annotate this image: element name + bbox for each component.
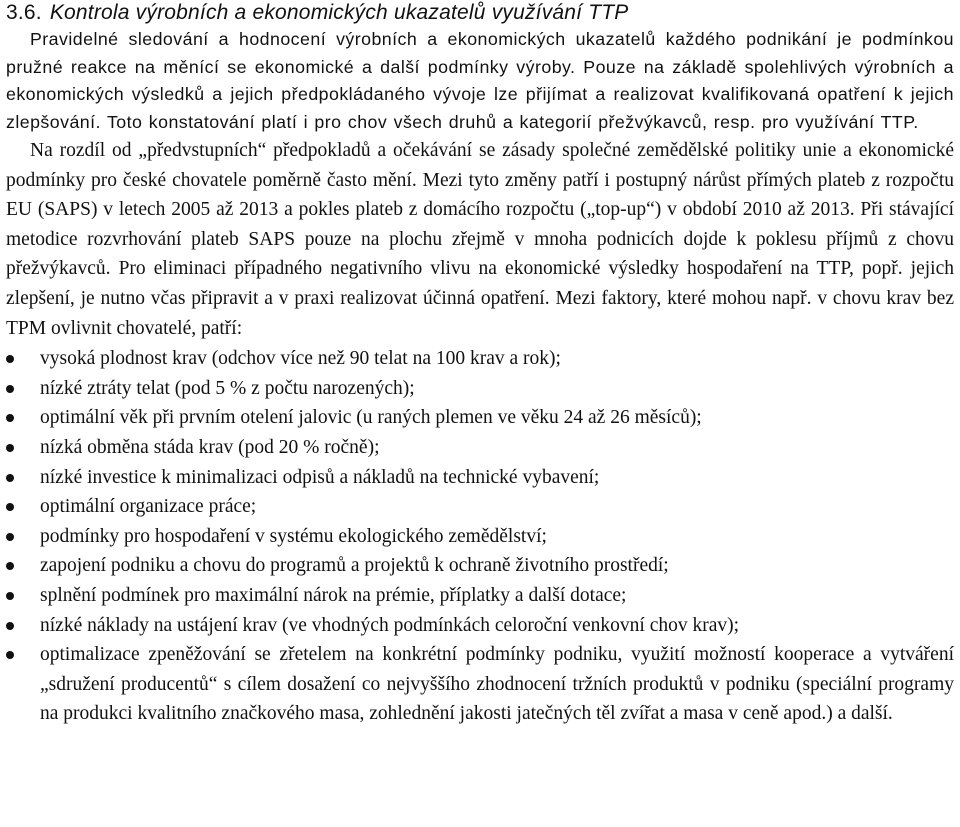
list-item: splnění podmínek pro maximální nárok na prémie, příplatky a další dotace; [6, 581, 954, 611]
bullet-icon [6, 622, 14, 630]
list-item: nízká obměna stáda krav (pod 20 % ročně); [6, 433, 954, 463]
list-item: zapojení podniku a chovu do programů a projektů k ochraně životního prostředí; [6, 551, 954, 581]
bullet-icon [6, 562, 14, 570]
list-item: optimální věk při prvním otelení jalovic (u raných plemen ve věku 24 až 26 měsíců); [6, 403, 954, 433]
bullet-icon [6, 474, 14, 482]
list-item: nízké investice k minimalizaci odpisů a nákladů na technické vybavení; [6, 463, 954, 493]
section-title: Kontrola výrobních a ekonomických ukazatelů využívání TTP [49, 1, 629, 24]
bullet-icon [6, 444, 14, 452]
list-item: nízké ztráty telat (pod 5 % z počtu narozených); [6, 374, 954, 404]
list-item: vysoká plodnost krav (odchov více než 90 telat na 100 krav a rok); [6, 344, 954, 374]
list-item: optimální organizace práce; [6, 492, 954, 522]
factors-list [6, 344, 954, 729]
bullet-icon [6, 592, 14, 600]
paragraph-policy: Na rozdíl od „předvstupních“ předpokladů a očekávání se zásady společné zemědělské politiky unie a ekonomické podmínky pro české chovatele poměrně často mění. Mezi tyto změny patří i postupný nárůst přímých plateb z rozpočtu EU (SAPS) v letech 2005 až 2013 a pokles plateb z domácího rozpočtu („top-up“) v období 2010 až 2013. Při stávající metodice rozvrhování plateb SAPS pouze na plochu zřejmě v mnoha podnicích dojde k poklesu příjmů z chovu přežvýkavců. Pro eliminaci případného negativního vlivu na ekonomické výsledky hospodaření na TTP, popř. jejich zlepšení, je nutno včas připravit a v praxi realizovat účinná opatření. Mezi faktory, které mohou např. v chovu krav bez TPM ovlivnit chovatelé, patří: [6, 140, 954, 339]
bullet-icon [6, 414, 14, 422]
list-item: nízké náklady na ustájení krav (ve vhodných podmínkách celoroční venkovní chov krav); [6, 611, 954, 641]
bullet-icon [6, 355, 14, 363]
bullet-icon [6, 385, 14, 393]
list-item: optimalizace zpeněžování se zřetelem na konkrétní podmínky podniku, využití možností kooperace a vytváření „sdružení producentů“ s cílem dosažení co nejvyššího zhodnocení tržních produktů v podniku (speciální programy na produkci kvalitního značkového masa, zohlednění jakosti jatečných těl zvířat a masa v ceně apod.) a další. [6, 640, 954, 729]
bullet-icon [6, 503, 14, 511]
section-number: 3.6. [6, 1, 42, 24]
bullet-icon [6, 533, 14, 541]
list-item: podmínky pro hospodaření v systému ekologického zemědělství; [6, 522, 954, 552]
bullet-icon [6, 651, 14, 659]
section-heading [6, 0, 954, 26]
paragraph-intro: Pravidelné sledování a hodnocení výrobních a ekonomických ukazatelů každého podnikání je podmínkou pružné reakce na měnící se ekonomické a další podmínky výroby. Pouze na základě spolehlivých výrobních a ekonomických výsledků a jejich předpokládaného vývoje lze přijímat a realizovat kvalifikovaná opatření k jejich zlepšování. Toto konstatování platí i pro chov všech druhů a kategorií přežvýkavců, resp. pro využívání TTP. [6, 29, 954, 132]
